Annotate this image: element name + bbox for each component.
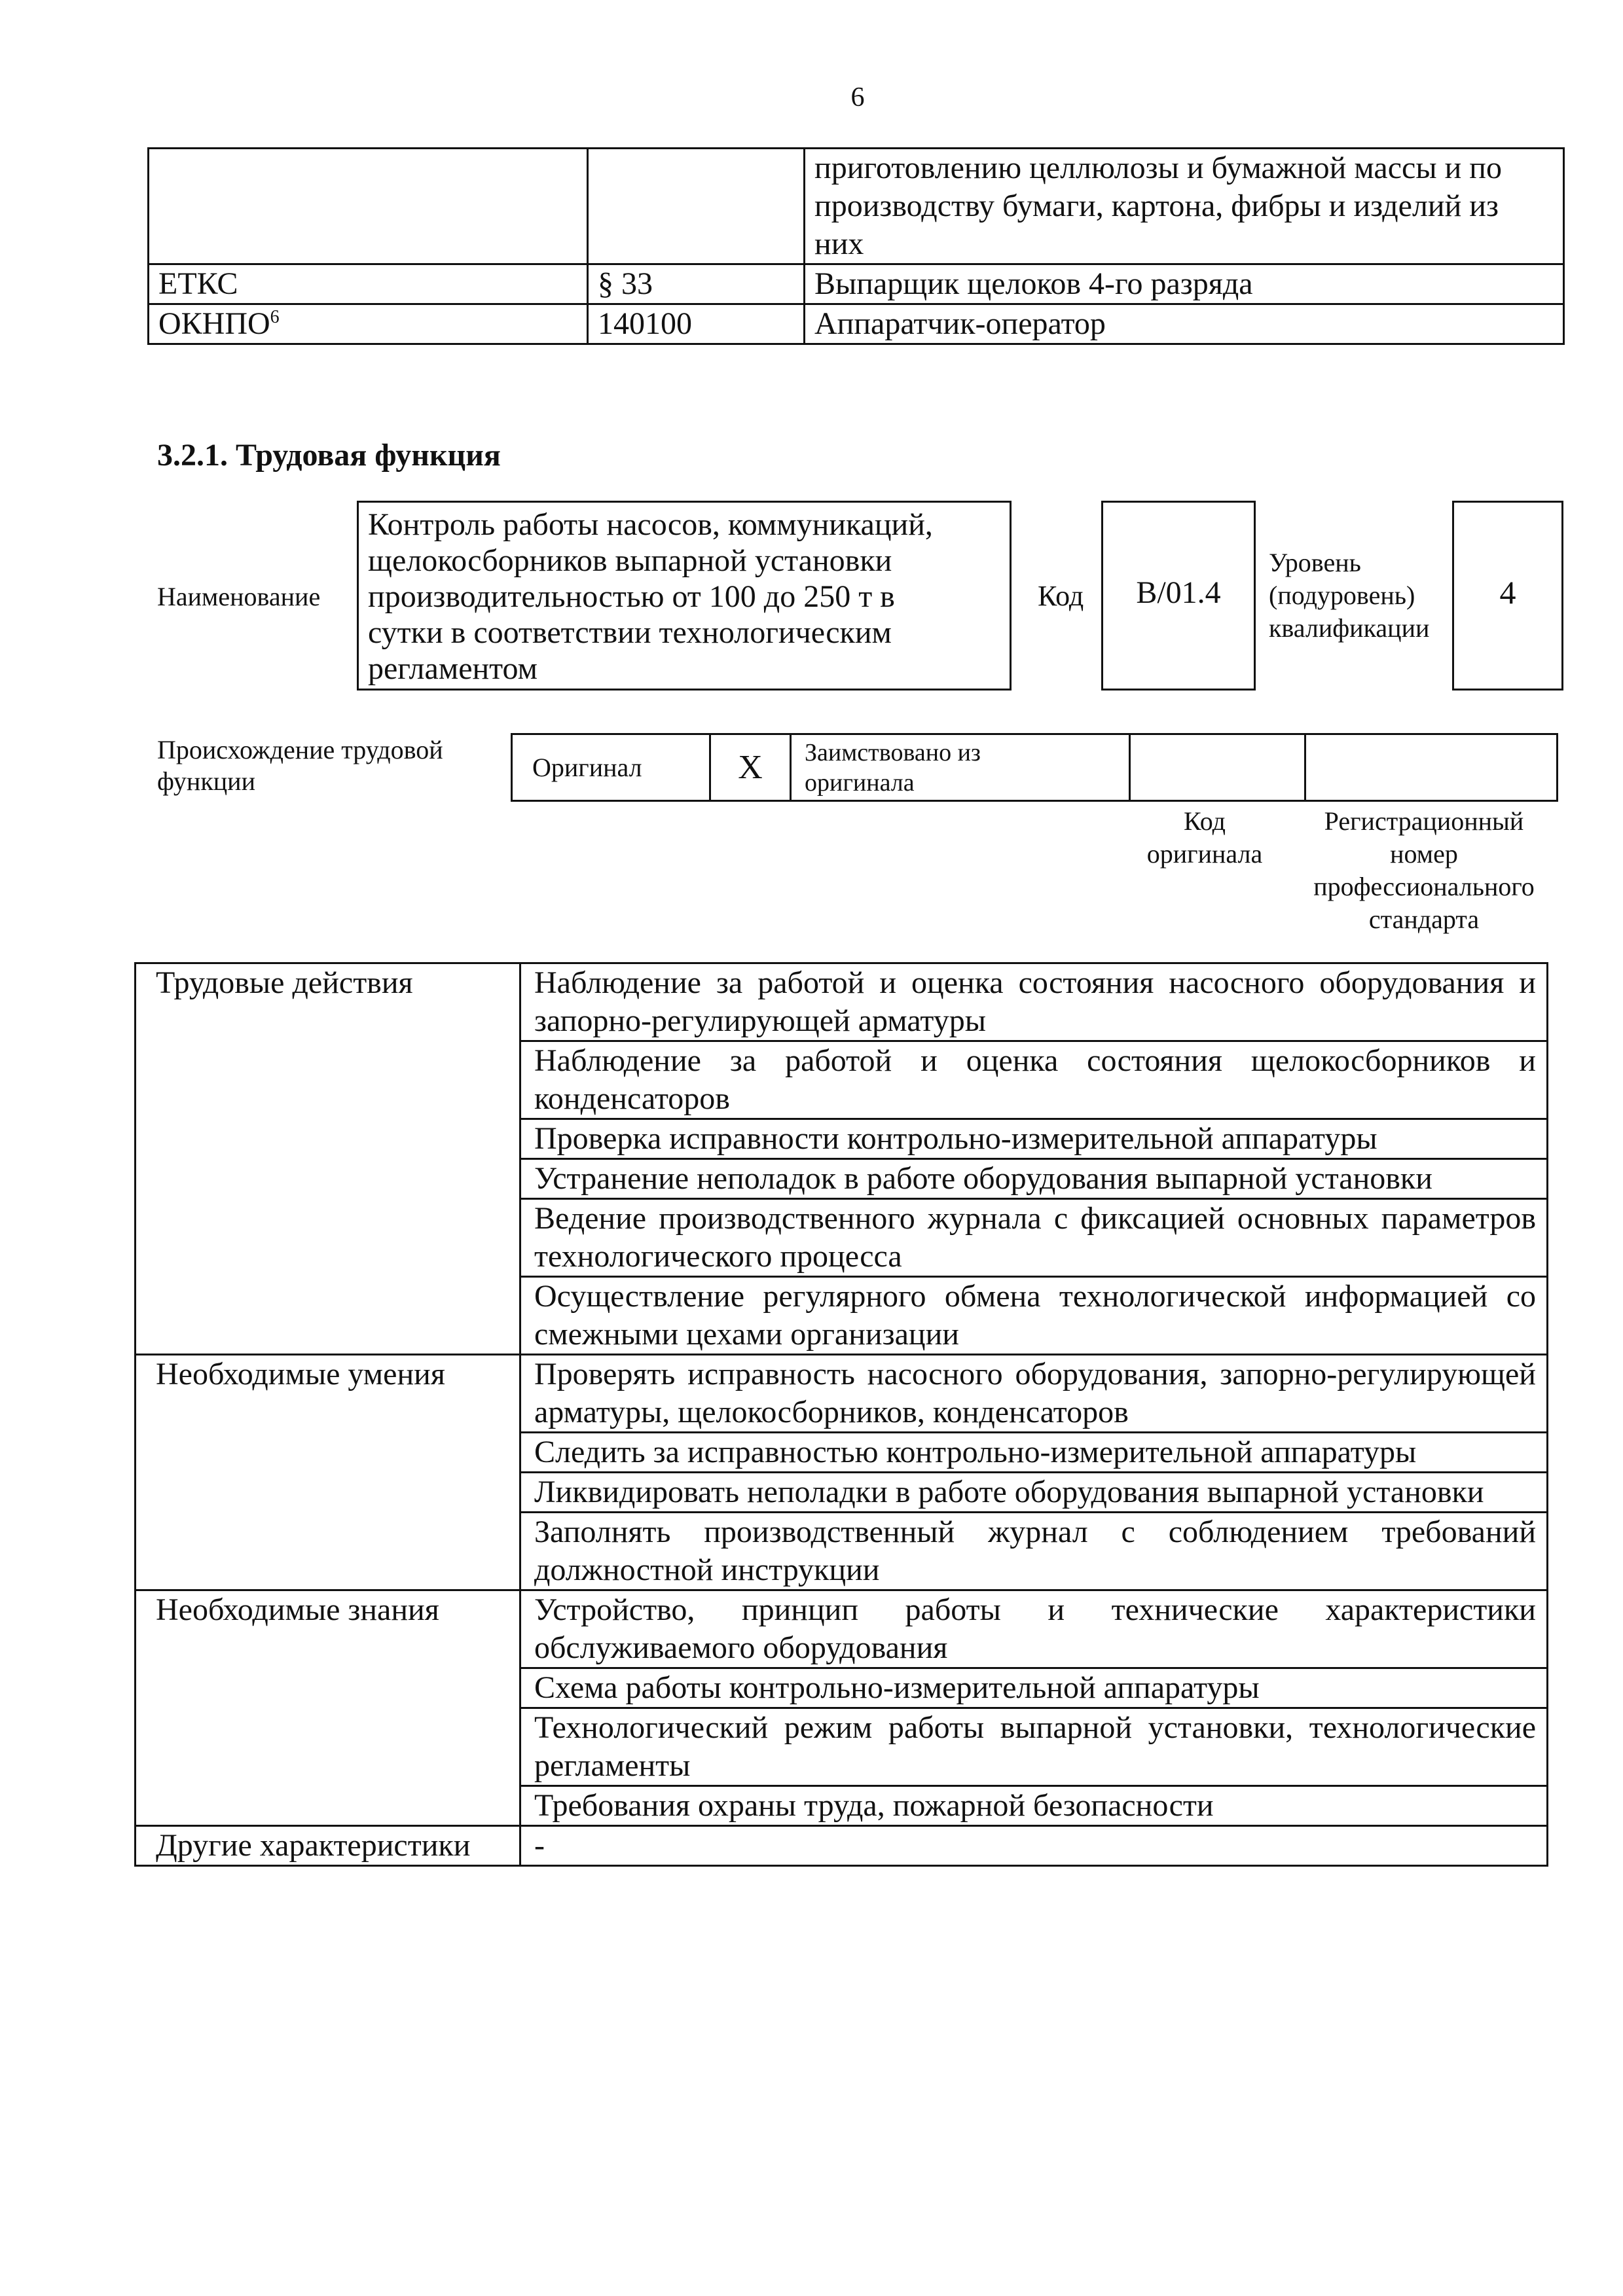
list-item: Требования охраны труда, пожарной безопасности — [520, 1786, 1548, 1826]
table-cell: 140100 — [588, 304, 805, 344]
table-row — [136, 1355, 1548, 1433]
list-item: Ведение производственного журнала с фиксацией основных параметров технологического процесса — [520, 1199, 1548, 1277]
list-item: Следить за исправностью контрольно-измерительной аппаратуры — [520, 1433, 1548, 1473]
list-item: Схема работы контрольно-измерительной аппаратуры — [520, 1668, 1548, 1708]
table-cell: § 33 — [588, 264, 805, 304]
list-item: Проверка исправности контрольно-измерительной аппаратуры — [520, 1119, 1548, 1159]
function-name-line: Контроль работы насосов, коммуникаций, — [368, 507, 933, 542]
footnote-marker: 6 — [270, 307, 280, 327]
function-name-line: сутки в соответствии технологическим — [368, 615, 892, 650]
caption-line: номер — [1390, 839, 1458, 869]
code-label: Код — [1038, 580, 1084, 612]
caption-line: профессионального — [1313, 872, 1535, 901]
origin-label-line: функции — [157, 766, 255, 796]
level-label-line: квалификации — [1269, 613, 1430, 643]
code-value: В/01.4 — [1101, 501, 1256, 691]
level-label-line: (подуровень) — [1269, 581, 1415, 610]
registration-number-cell — [1305, 734, 1558, 801]
occupation-codes-table — [147, 147, 1565, 345]
origin-label-line: Происхождение трудовой — [157, 735, 443, 764]
list-item: Устройство, принцип работы и технические характеристики обслуживаемого оборудования — [520, 1590, 1548, 1668]
page-number: 6 — [850, 82, 865, 113]
caption-line: Регистрационный — [1324, 806, 1524, 836]
table-cell — [149, 304, 588, 344]
qualification-level-label — [1269, 547, 1429, 645]
list-item: Проверять исправность насосного оборудования, запорно-регулирующей арматуры, щелокосборников, конденсаторов — [520, 1355, 1548, 1433]
table-row — [149, 304, 1564, 344]
function-name-line: щелокосборников выпарной установки — [368, 543, 892, 578]
original-code-caption — [1133, 805, 1277, 870]
table-row — [136, 1590, 1548, 1668]
origin-table — [511, 733, 1558, 802]
registration-number-caption — [1283, 805, 1565, 936]
list-item: Осуществление регулярного обмена технологической информацией со смежными цехами организации — [520, 1277, 1548, 1355]
section-title: 3.2.1. Трудовая функция — [157, 438, 501, 473]
table-cell: приготовлению целлюлозы и бумажной массы и по производству бумаги, картона, фибры и изделий из них — [805, 149, 1564, 264]
name-label: Наименование — [157, 582, 321, 611]
function-name-box — [357, 501, 1012, 691]
list-item: - — [520, 1826, 1548, 1866]
classifier-name: ОКНПО — [158, 306, 270, 341]
function-name-line: производительностью от 100 до 250 т в — [368, 579, 895, 614]
category-required-skills: Необходимые умения — [136, 1355, 520, 1590]
table-row — [136, 1826, 1548, 1866]
function-details-table — [134, 962, 1548, 1867]
borrowed-label — [791, 734, 1130, 801]
original-mark: X — [710, 734, 791, 801]
table-cell: Аппаратчик-оператор — [805, 304, 1564, 344]
borrowed-line: Заимствовано из — [805, 738, 981, 766]
category-other-characteristics: Другие характеристики — [136, 1826, 520, 1866]
list-item: Ликвидировать неполадки в работе оборудования выпарной установки — [520, 1473, 1548, 1513]
list-item: Технологический режим работы выпарной установки, технологические регламенты — [520, 1708, 1548, 1786]
table-row — [512, 734, 1558, 801]
table-cell — [588, 149, 805, 264]
caption-line: стандарта — [1368, 905, 1480, 934]
table-cell: Выпарщик щелоков 4-го разряда — [805, 264, 1564, 304]
level-label-line: Уровень — [1269, 548, 1361, 577]
list-item: Заполнять производственный журнал с соблюдением требований должностной инструкции — [520, 1513, 1548, 1590]
caption-line: Код — [1184, 806, 1226, 836]
caption-line: оригинала — [1146, 839, 1263, 869]
category-required-knowledge: Необходимые знания — [136, 1590, 520, 1826]
category-labor-actions: Трудовые действия — [136, 963, 520, 1355]
origin-label — [157, 734, 443, 797]
borrowed-line: оригинала — [805, 768, 915, 797]
table-row — [149, 264, 1564, 304]
table-cell — [149, 149, 588, 264]
list-item: Наблюдение за работой и оценка состояния щелокосборников и конденсаторов — [520, 1041, 1548, 1119]
function-name-line: регламентом — [368, 651, 538, 686]
original-label: Оригинал — [512, 734, 710, 801]
table-row — [136, 963, 1548, 1041]
table-cell: ЕТКС — [149, 264, 588, 304]
table-row — [149, 149, 1564, 264]
list-item: Устранение неполадок в работе оборудования выпарной установки — [520, 1159, 1548, 1199]
list-item: Наблюдение за работой и оценка состояния насосного оборудования и запорно-регулирующей арматуры — [520, 963, 1548, 1041]
qualification-level-value: 4 — [1452, 501, 1563, 691]
original-code-cell — [1130, 734, 1305, 801]
